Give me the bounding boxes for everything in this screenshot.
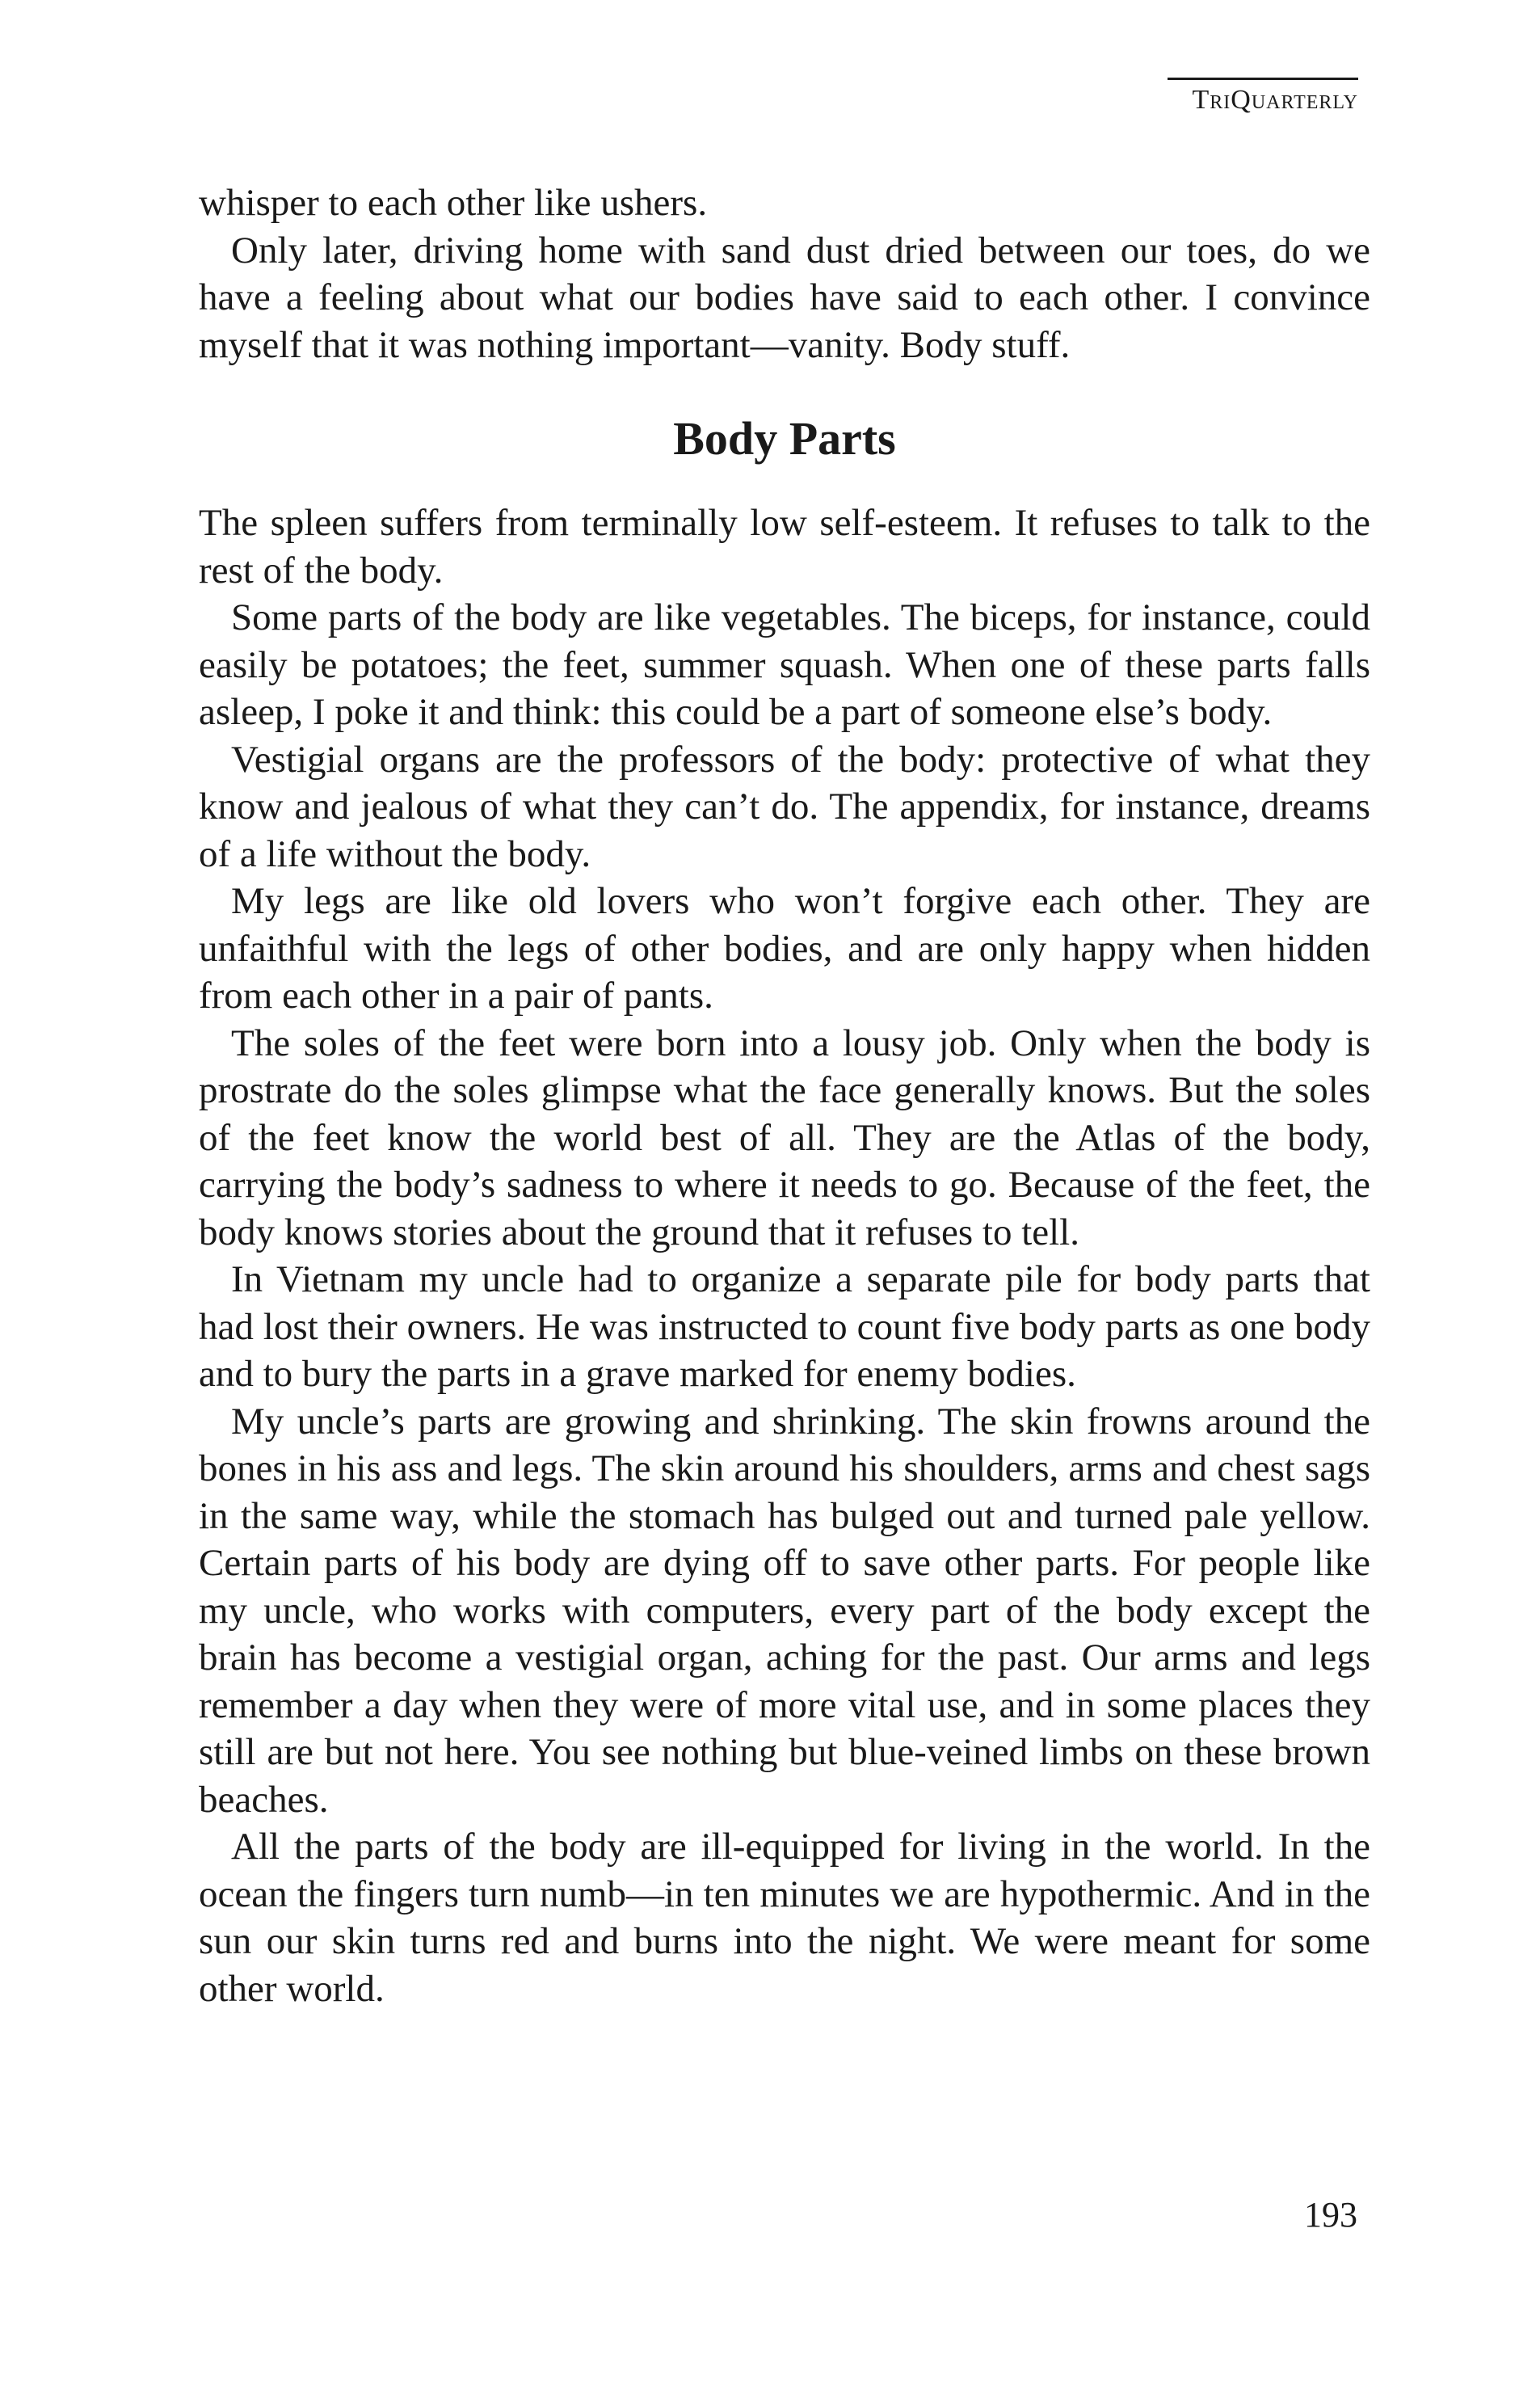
journal-title: TriQuarterly <box>1192 85 1358 115</box>
paragraph: My legs are like old lovers who won’t forgive each other. They are unfaithful with the legs of other bodies, and are only happy when hidden from each other in a pair of pants. <box>199 880 1370 1017</box>
paragraph: My uncle’s parts are growing and shrinking. The skin frowns around the bones in his ass and legs. The skin around his shoulders, arms and chest sags in the same way, while the stomach has bulged out and turned pale yellow. Certain parts of his body are dying off to save other parts. For people like my uncle, who works with computers, every part of the body except the brain has become a vestigial organ, aching for the past. Our arms and legs remember a day when they were of more vital use, and in some places they still are but not here. You see nothing but blue-veined limbs on these brown beaches. <box>199 1400 1370 1821</box>
header-rule <box>1168 78 1358 80</box>
paragraph: The spleen suffers from terminally low self-esteem. It refuses to talk to the rest of the body. <box>199 502 1370 592</box>
body-text <box>199 179 1370 2012</box>
section-title: Body Parts <box>673 412 896 465</box>
paragraph: Only later, driving home with sand dust dried between our toes, do we have a feeling about what our bodies have said to each other. I convince myself that it was nothing important—vanity. Body stuff. <box>199 229 1370 366</box>
paragraph: The soles of the feet were born into a lousy job. Only when the body is prostrate do the soles glimpse what the face generally knows. But the soles of the feet know the world best of all. They are the Atlas of the body, carrying the body’s sadness to where it needs to go. Because of the feet, the body knows stories about the ground that it refuses to tell. <box>199 1021 1370 1253</box>
paragraph: Some parts of the body are like vegetables. The biceps, for instance, could easily be potatoes; the feet, summer squash. When one of these parts falls asleep, I poke it and think: this could be a part of someone else’s body. <box>199 596 1370 733</box>
paragraph: All the parts of the body are ill-equipped for living in the world. In the ocean the fingers turn numb—in ten minutes we are hypothermic. And in the sun our skin turns red and burns into the night. We were meant for some other world. <box>199 1826 1370 2010</box>
paragraph: In Vietnam my uncle had to organize a separate pile for body parts that had lost their owners. He was instructed to count five body parts as one body and to bury the parts in a grave marked for enemy bodies. <box>199 1258 1370 1395</box>
running-head <box>1168 78 1358 116</box>
paragraph: Vestigial organs are the professors of the body: protective of what they know and jealous of what they can’t do. The appendix, for instance, dreams of a life without the body. <box>199 738 1370 875</box>
page-number: 193 <box>1304 2195 1357 2235</box>
paragraph-continued: whisper to each other like ushers. <box>199 182 708 224</box>
